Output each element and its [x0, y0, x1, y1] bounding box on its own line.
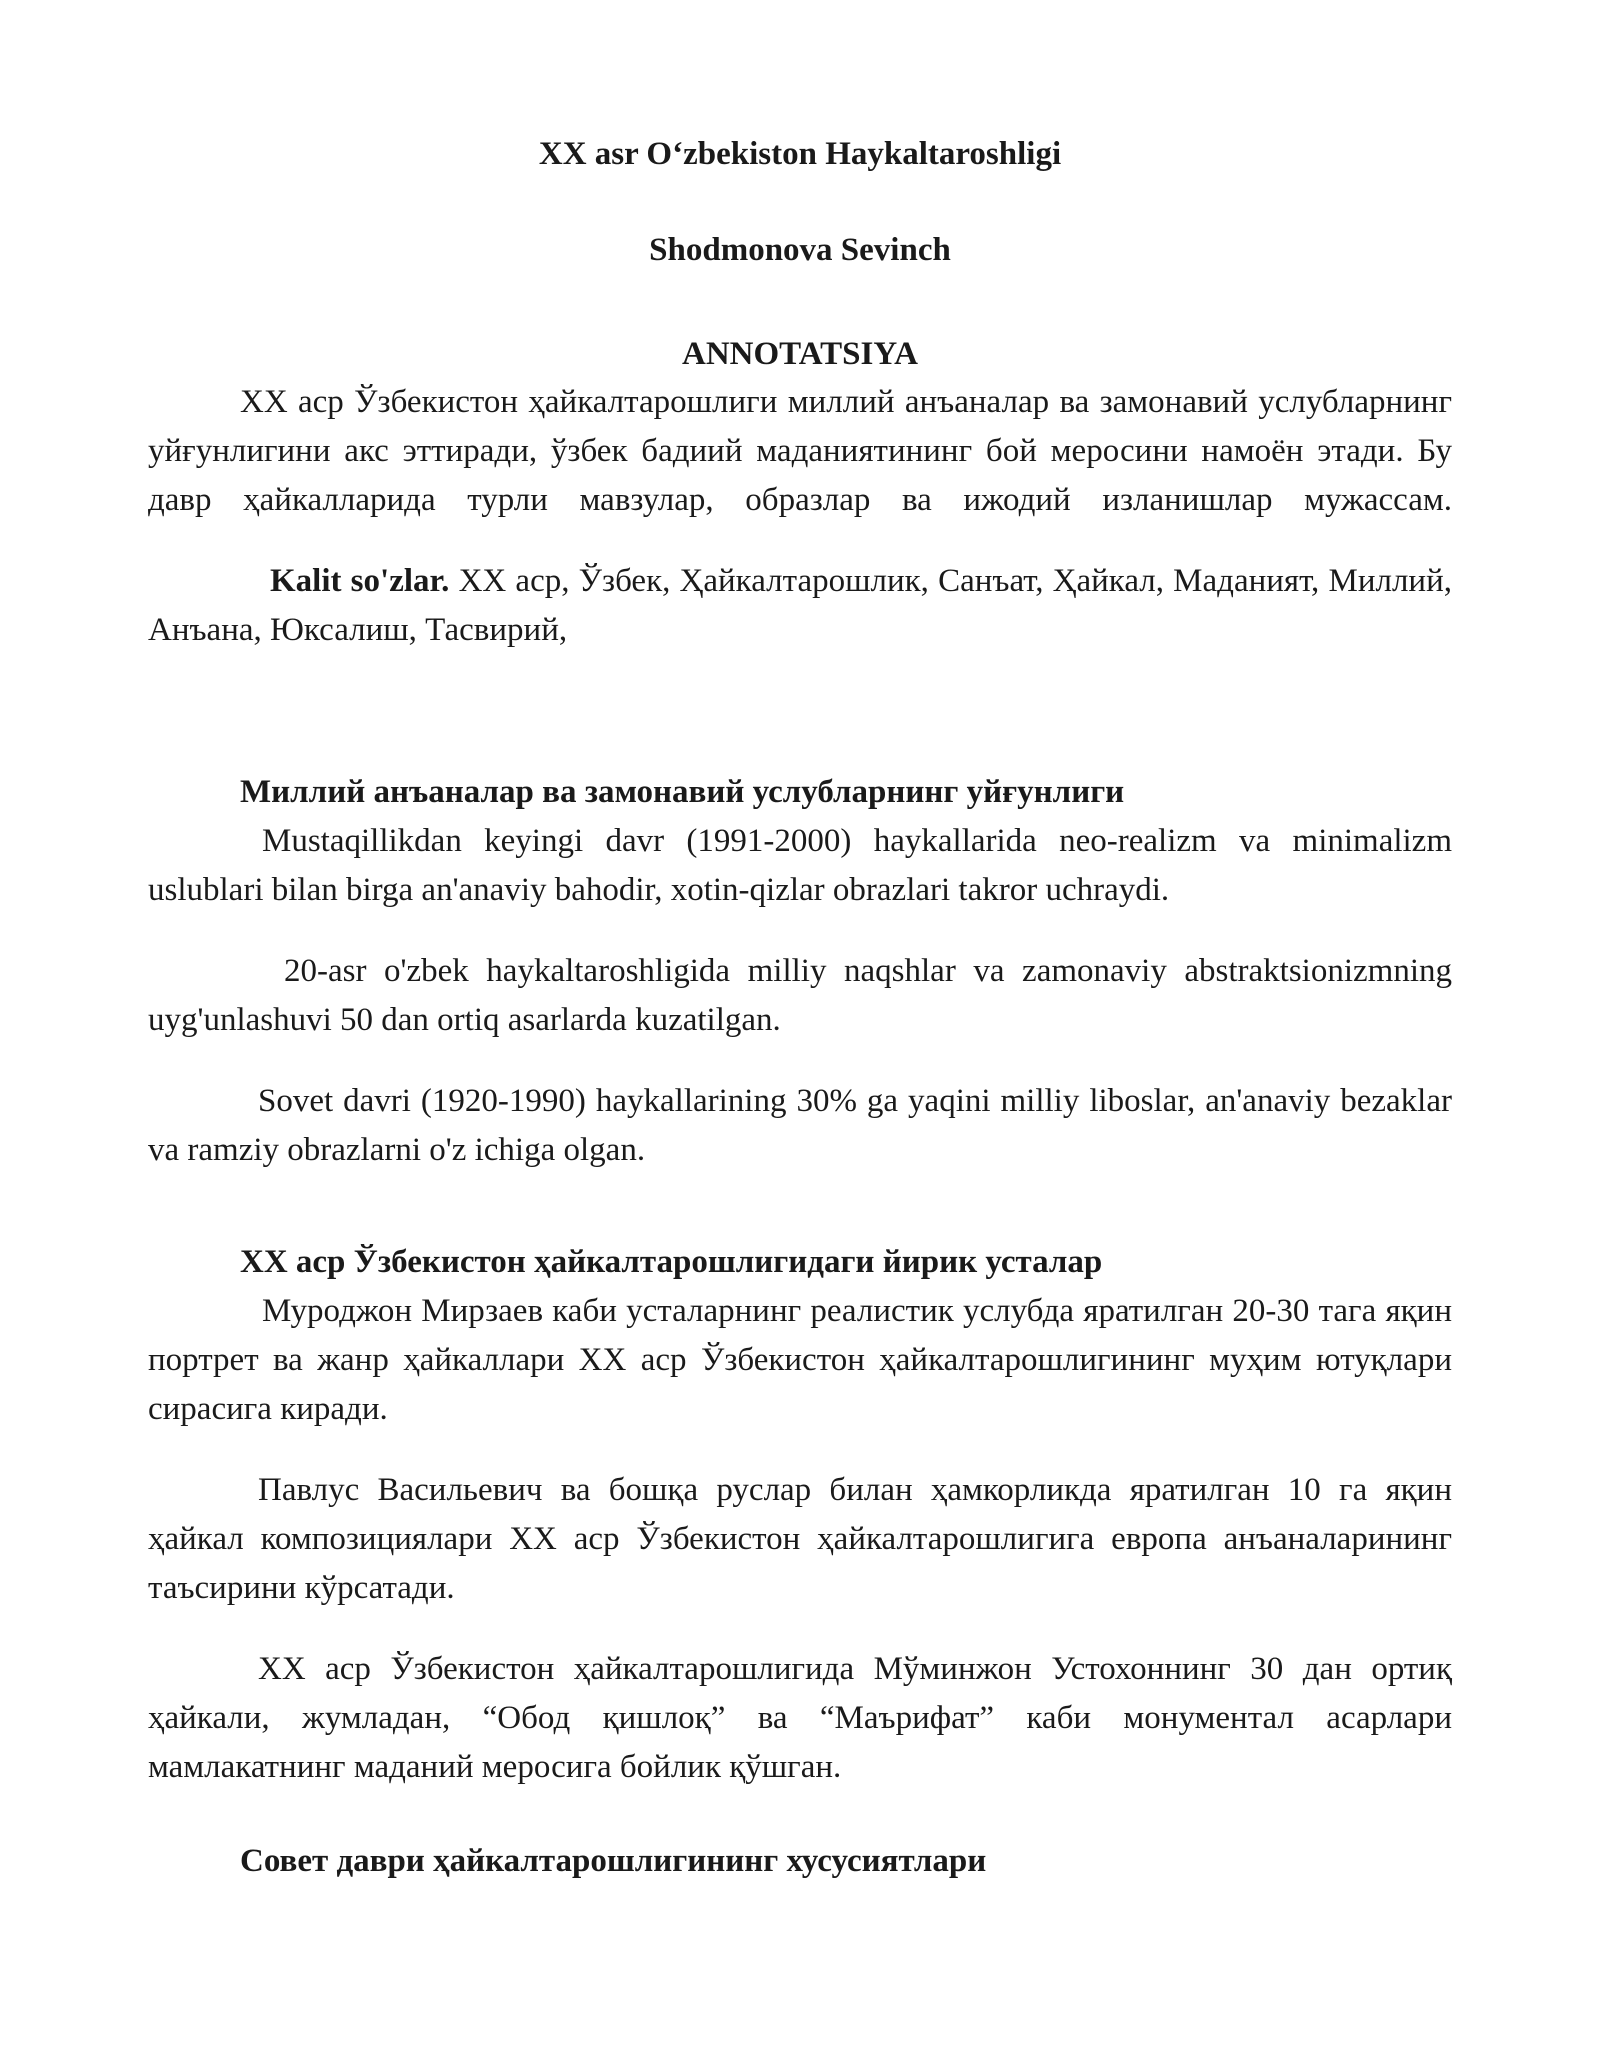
document-page: [148, 130, 1452, 1886]
annotation-text: XX аср Ўзбекистон ҳайкалтарошлиги миллий анъаналар ва замонавий услубларнинг уйғунлигини акс эттиради, ўзбек бадиий маданиятининг бой меросини намоён этади. Бу давр ҳайкалларида турли мавзулар, образлар ва ижодий изланишлар мужассам.: [148, 384, 1452, 518]
keywords-label: Kalit so'zlar.: [270, 563, 450, 599]
section-heading: Совет даври ҳайкалтарошлигининг хусусиятлари: [240, 1843, 987, 1879]
section-paragraph: Mustaqillikdan keyingi davr (1991-2000) haykallarida neo-realizm va minimalizm uslublari bilan birga an'anaviy bahodir, xotin-qizlar obrazlari takror uchraydi.: [148, 823, 1452, 908]
annotation-heading: ANNOTATSIYA: [682, 336, 918, 372]
section-paragraph: XX аср Ўзбекистон ҳайкалтарошлигида Мўминжон Устохоннинг 30 дан ортиқ ҳайкали, жумладан, “Обод қишлоқ” ва “Маърифат” каби монументал асарлари мамлакатнинг маданий меросига бойлик қўшган.: [148, 1651, 1452, 1785]
author-name: Shodmonova Sevinch: [649, 232, 951, 268]
section-heading: Миллий анъаналар ва замонавий услубларнинг уйғунлиги: [240, 774, 1125, 810]
section-paragraph: 20-asr o'zbek haykaltaroshligida milliy naqshlar va zamonaviy abstraktsionizmning uyg'unlashuvi 50 dan ortiq asarlarda kuzatilgan.: [148, 953, 1452, 1038]
section-heading: XX аср Ўзбекистон ҳайкалтарошлигидаги йирик усталар: [240, 1244, 1103, 1280]
document-title: XX asr O‘zbekiston Haykaltaroshligi: [538, 136, 1062, 172]
section-paragraph: Муроджон Мирзаев каби усталарнинг реалистик услубда яратилган 20-30 тага яқин портрет ва жанр ҳайкаллари XX аср Ўзбекистон ҳайкалтарошлигининг муҳим ютуқлари сирасига киради.: [148, 1293, 1452, 1427]
keywords-text: XX аср, Ўзбек, Ҳайкалтарошлик, Санъат, Ҳайкал, Маданият, Миллий, Анъана, Юксалиш, Тасвирий,: [148, 563, 1452, 648]
section-paragraph: Sovet davri (1920-1990) haykallarining 30% ga yaqini milliy liboslar, an'anaviy bezaklar va ramziy obrazlarni o'z ichiga olgan.: [148, 1083, 1452, 1168]
section-paragraph: Павлус Васильевич ва бошқа руслар билан ҳамкорликда яратилган 10 га яқин ҳайкал композициялари XX аср Ўзбекистон ҳайкалтарошлигига европа анъаналарининг таъсирини кўрсатади.: [148, 1472, 1452, 1606]
keywords-paragraph: [148, 557, 1452, 655]
